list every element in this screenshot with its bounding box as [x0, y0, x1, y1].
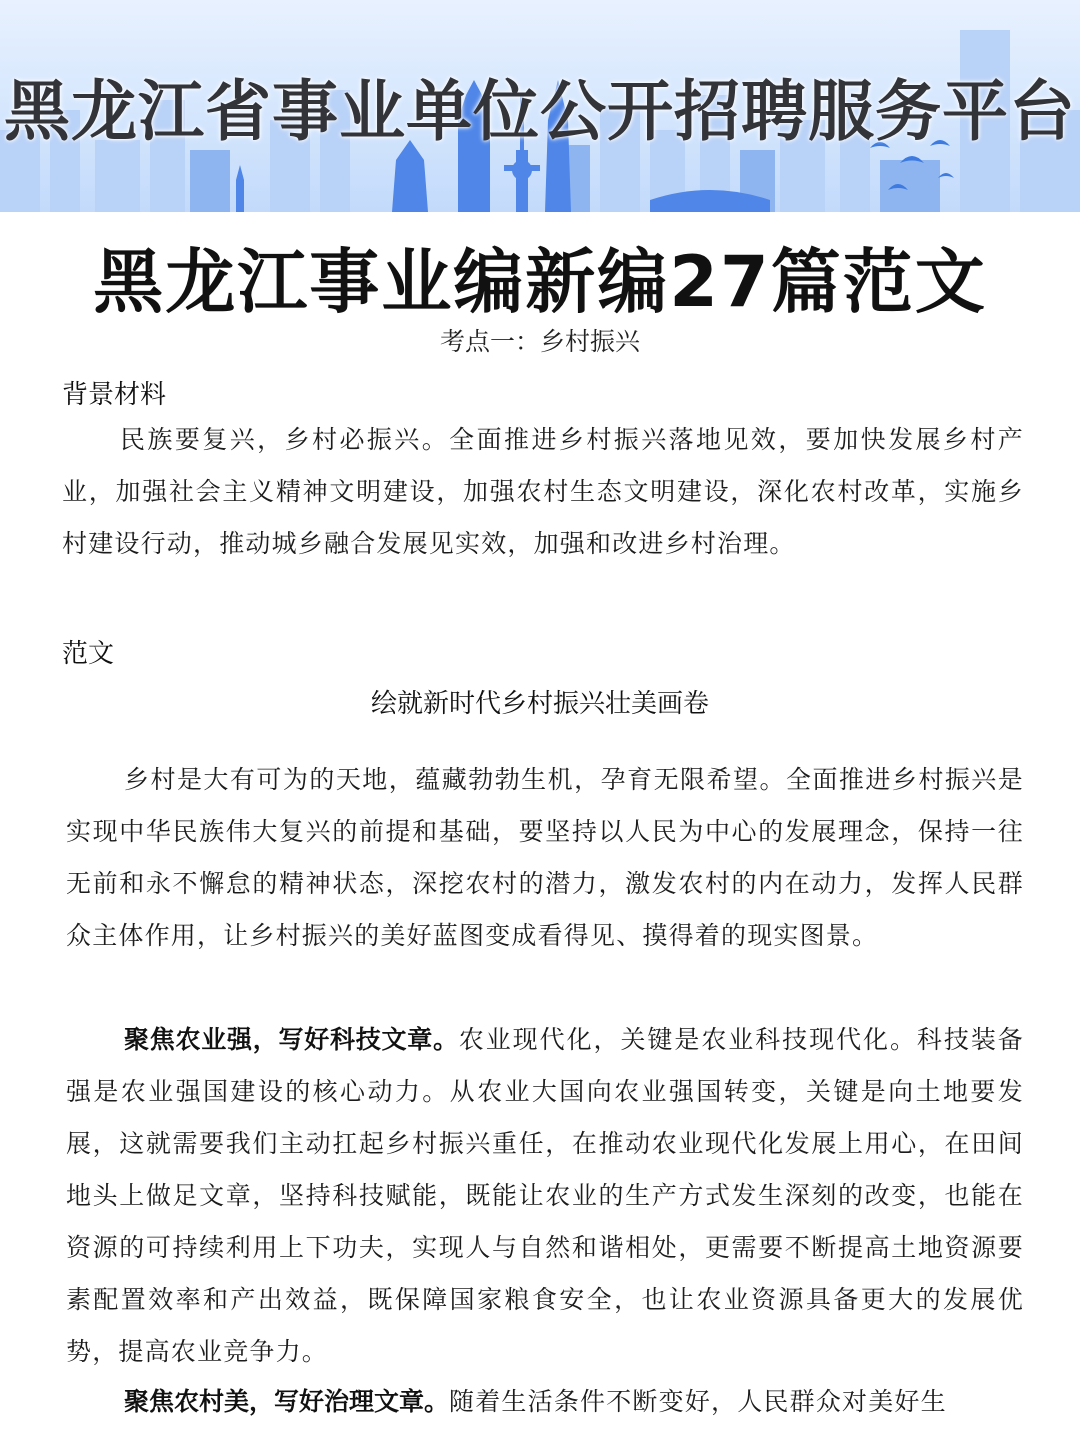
page-title: 黑龙江事业编新编27篇范文 — [93, 241, 987, 323]
paragraph-lead: 聚焦农业强，写好科技文章。 — [124, 1025, 459, 1054]
essay-paragraph — [66, 754, 1024, 962]
paragraph-text: 随着生活条件不断变好，人民群众对美好生 — [449, 1387, 947, 1416]
banner-title: 黑龙江省事业单位公开招聘服务平台 — [4, 73, 1076, 150]
essay-label: 范文 — [62, 639, 115, 669]
background-paragraph: 民族要复兴，乡村必振兴。全面推进乡村振兴落地见效，要加快发展乡村产业，加强社会主义精神文明建设，加强农村生态文明建设，深化农村改革，实施乡村建设行动，推动城乡融合发展见实效，加强和改进乡村治理。 — [62, 425, 1024, 558]
header-banner — [0, 0, 1080, 212]
paragraph-text: 农业现代化，关键是农业科技现代化。科技装备强是农业强国建设的核心动力。从农业大国向农业强国转变，关键是向土地要发展，这就需要我们主动扛起乡村振兴重任，在推动农业现代化发展上用心，在田间地头上做足文章，坚持科技赋能，既能让农业的生产方式发生深刻的改变，也能在资源的可持续利用上下功夫，实现人与自然和谐相处，更需要不断提高土地资源要素配置效率和产出效益，既保障国家粮食安全，也让农业资源具备更大的发展优势，提高农业竞争力。 — [66, 1025, 1024, 1366]
paragraph-lead: 聚焦农村美，写好治理文章。 — [124, 1387, 450, 1416]
essay-title: 绘就新时代乡村振兴壮美画卷 — [370, 689, 709, 719]
background-label: 背景材料 — [62, 380, 167, 410]
topic-subtitle: 考点一：乡村振兴 — [439, 327, 640, 356]
essay-paragraph — [66, 1376, 1024, 1428]
paragraph-text: 乡村是大有可为的天地，蕴藏勃勃生机，孕育无限希望。全面推进乡村振兴是实现中华民族伟大复兴的前提和基础，要坚持以人民为中心的发展理念，保持一往无前和永不懈怠的精神状态，深挖农村的潜力，激发农村的内在动力，发挥人民群众主体作用，让乡村振兴的美好蓝图变成看得见、摸得着的现实图景。 — [66, 765, 1024, 950]
essay-paragraph — [66, 1014, 1024, 1378]
